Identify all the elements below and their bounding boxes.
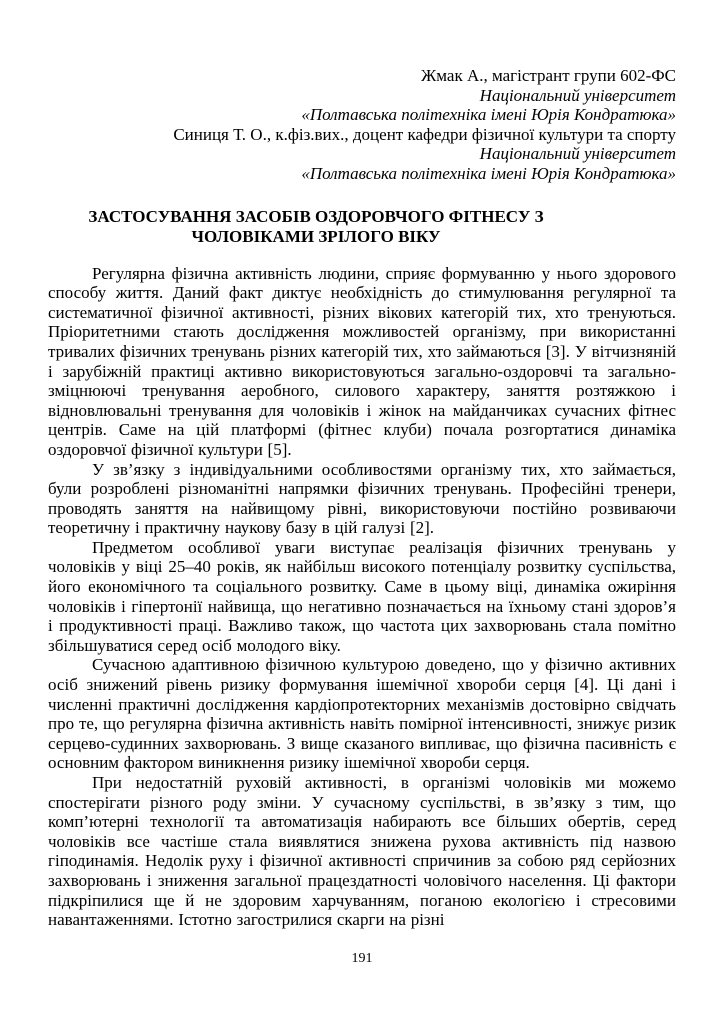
body-paragraph-3: Предметом особливої уваги виступає реалізація фізичних тренувань у чоловіків у віці 25–40 років, як найбільш високого потенціалу розвитку суспільства, його економічного та соціального розвитку. Саме в цьому віці, динаміка ожиріння чоловіків і гіпертонії найвища, що негативно позначається на їхньому стані здоров’я і продуктивності праці. Важливо також, що частота цих захворювань стала помітно збільшуватися серед осіб молодого віку. [48, 537, 676, 655]
article-title-line-1: ЗАСТОСУВАННЯ ЗАСОБІВ ОЗДОРОВЧОГО ФІТНЕСУ З [88, 206, 544, 226]
author-block [48, 66, 676, 184]
body-paragraph-1: Регулярна фізична активність людини, сприяє формуванню у нього здорового способу життя. Даний факт диктує необхідність до стимулювання регулярної та систематичної фізичної активності, різних вікових категорій тих, хто тренуються. Пріоритетними стають дослідження можливостей організму, при використанні тривалих фізичних тренувань різних категорій тих, хто займаються [3]. У вітчизняній і зарубіжній практиці активно використовуються загально-оздоровчі та загально-зміцнюючі тренування аеробного, силового характеру, заняття розтяжкою і відновлювальні тренування для чоловіків і жінок на майданчиках сучасних фітнес центрів. Саме на цій платформі (фітнес клуби) почала розгортатися динаміка оздоровчої фізичної культури [5]. [48, 263, 676, 459]
author-line-2: Синиця Т. О., к.фіз.вих., доцент кафедри фізичної культури та спорту [173, 124, 676, 144]
article-title-line-2: ЧОЛОВІКАМИ ЗРІЛОГО ВІКУ [191, 226, 441, 246]
author-line-1: Жмак А., магістрант групи 602-ФС [421, 66, 676, 85]
article-body [48, 264, 676, 930]
page-number: 191 [351, 951, 373, 966]
body-paragraph-5: При недостатній руховій активності, в організмі чоловіків ми можемо спостерігати різного роду зміни. У сучасному суспільстві, в зв’язку з тим, що комп’ютерні технології та автоматизація набирають все більших обертів, серед чоловіків все частіше стала виявлятися знижена рухова активність під назвою гіподинамія. Недолік руху і фізичної активності спричинив за собою ряд серйозних захворювань і зниження загальної працездатності чоловічого населення. Ці фактори підкріпилися ще й не здоровим харчуванням, поганою екологією і стресовими навантаженнями. Істотно загострилися скарги на різні [48, 773, 676, 930]
body-paragraph-2: У зв’язку з індивідуальними особливостями організму тих, хто займається, були розроблені різноманітні напрямки фізичних тренувань. Професійні тренери, проводять заняття на найвищому рівні, використовуючи постійно розвиваючи теоретичну і практичну наукову базу в цій галузі [2]. [48, 459, 676, 538]
article-title [48, 207, 584, 247]
body-paragraph-4: Сучасною адаптивною фізичною культурою доведено, що у фізично активних осіб знижений рівень ризику формування ішемічної хвороби серця [4]. Ці дані і численні практичні дослідження кардіопротекторних механізмів достовірно свідчать про те, що регулярна фізична активність навіть помірної інтенсивності, знижує ризик серцево-судинних захворювань. З вище сказаного випливає, що фізична пасивність є основним фактором виникнення ризику ішемічної хвороби серця. [48, 655, 676, 773]
affiliation-line-4: «Полтавська політехніка імені Юрія Кондратюка» [301, 163, 676, 183]
affiliation-line-2: «Полтавська політехніка імені Юрія Кондратюка» [301, 105, 676, 125]
affiliation-line-3: Національний університет [479, 144, 676, 164]
affiliation-line-1: Національний університет [479, 85, 676, 105]
